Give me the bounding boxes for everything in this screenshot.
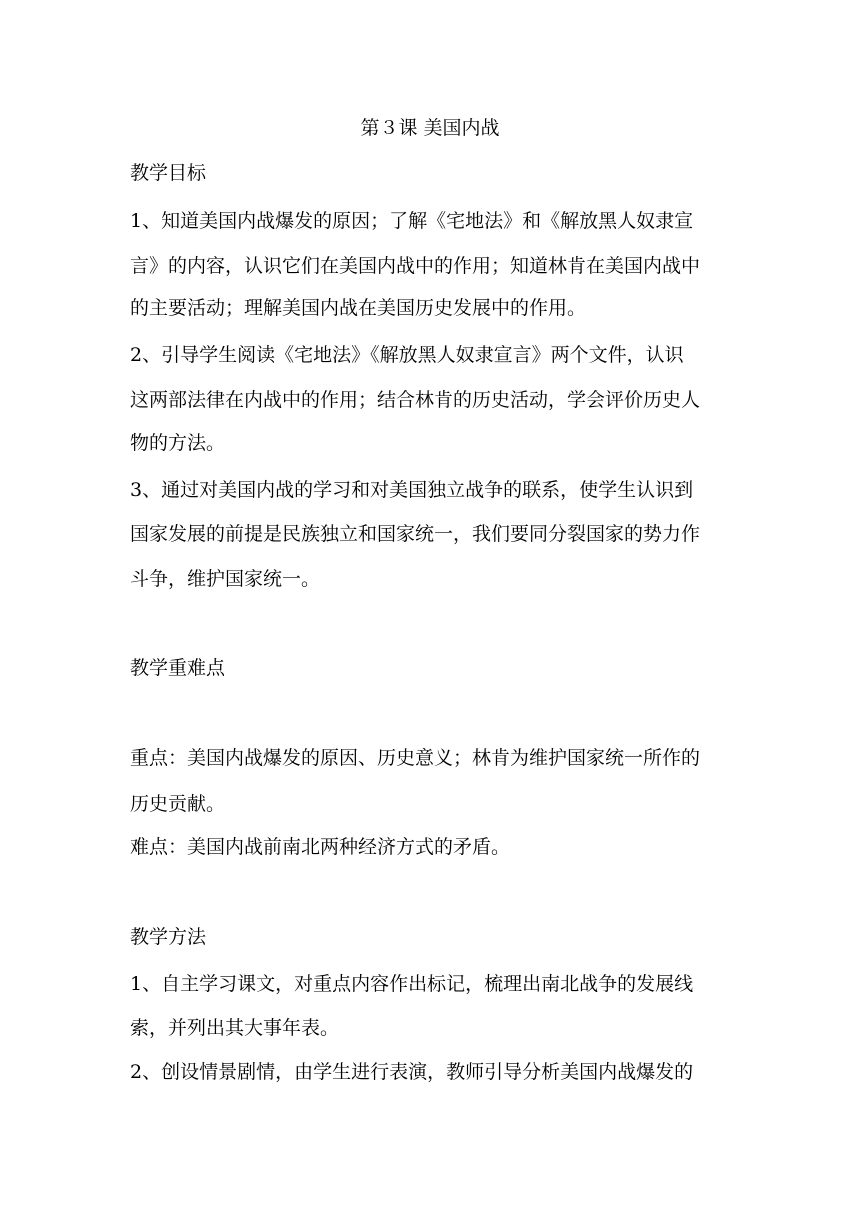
objectives-line: 的主要活动；理解美国内战在美国历史发展中的作用。: [130, 297, 587, 319]
objectives-line: 3、通过对美国内战的学习和对美国独立战争的联系，使学生认识到: [130, 479, 694, 501]
methods-line: 1、自主学习课文，对重点内容作出标记，梳理出南北战争的发展线: [130, 973, 694, 995]
methods-line: 索，并列出其大事年表。: [130, 1017, 340, 1039]
objectives-line: 斗争，维护国家统一。: [130, 568, 321, 590]
key-points-line: 难点：美国内战前南北两种经济方式的矛盾。: [130, 836, 511, 858]
objectives-line: 2、引导学生阅读《宅地法》《解放黑人奴隶宣言》两个文件，认识: [130, 344, 684, 366]
key-points-line: 历史贡献。: [130, 793, 226, 815]
lesson-title: 第３课 美国内战: [360, 117, 500, 139]
objectives-line: 言》的内容，认识它们在美国内战中的作用；知道林肯在美国内战中: [130, 255, 701, 277]
section-heading-methods: 教学方法: [130, 926, 207, 948]
objectives-line: 物的方法。: [130, 432, 226, 454]
section-heading-key-points: 教学重难点: [130, 657, 226, 679]
methods-line: 2、创设情景剧情，由学生进行表演，教师引导分析美国内战爆发的: [130, 1061, 694, 1083]
objectives-line: 这两部法律在内战中的作用；结合林肯的历史活动，学会评价历史人: [130, 389, 701, 411]
objectives-line: 国家发展的前提是民族独立和国家统一，我们要同分裂国家的势力作: [130, 523, 701, 545]
section-heading-objectives: 教学目标: [130, 162, 207, 184]
objectives-line: 1、知道美国内战爆发的原因；了解《宅地法》和《解放黑人奴隶宣: [130, 210, 694, 232]
key-points-line: 重点：美国内战爆发的原因、历史意义；林肯为维护国家统一所作的: [130, 747, 701, 769]
